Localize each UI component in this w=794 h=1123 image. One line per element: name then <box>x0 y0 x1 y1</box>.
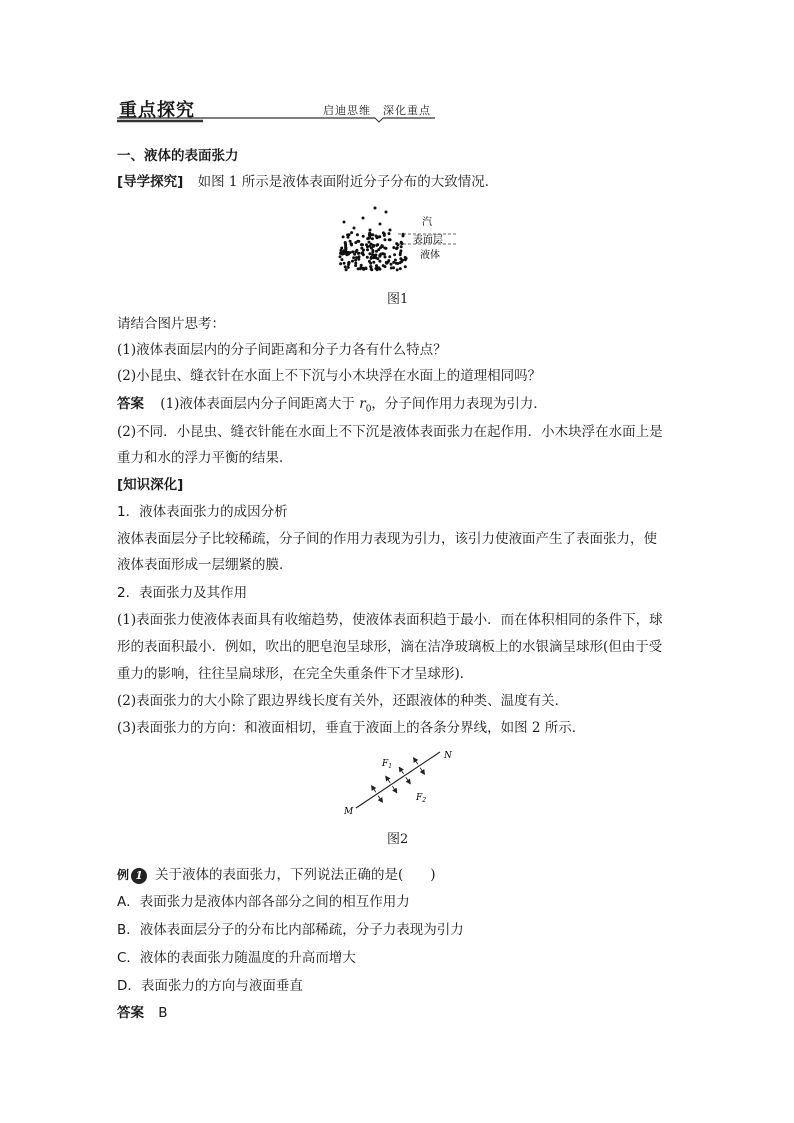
example-answer <box>117 1004 168 1022</box>
knowledge-heading-1: 1．液体表面张力的成因分析 <box>117 504 288 520</box>
molecule-dot <box>387 259 390 262</box>
answer-1-symbol: r <box>359 396 366 412</box>
molecule-dot <box>362 268 365 271</box>
molecule-dot <box>351 250 354 253</box>
molecule-dot <box>370 268 373 271</box>
guide-text: 如图 1 所示是液体表面附近分子分布的大致情况． <box>197 174 499 190</box>
molecule-dot <box>349 240 352 243</box>
molecule-dot <box>359 267 362 270</box>
option-d: D．表面张力的方向与液面垂直 <box>117 978 303 994</box>
knowledge-p2-line-3: 重力的影响，往往呈扁球形，在完全失重条件下才呈球形)． <box>117 666 474 682</box>
molecule-dot <box>372 245 375 248</box>
label-gas: 汽 <box>422 217 432 228</box>
molecule-dot <box>356 233 359 236</box>
molecule-dot <box>395 247 398 250</box>
molecule-dot <box>393 253 396 256</box>
molecule-dot <box>372 256 375 259</box>
example-label: 例 <box>117 868 130 882</box>
answer-1 <box>117 395 547 419</box>
molecule-dot <box>362 217 365 220</box>
option-b: B．液体表面层分子的分布比内部稀疏，分子力表现为引力 <box>117 922 464 938</box>
molecule-dot <box>377 266 380 269</box>
molecule-dot <box>383 238 386 241</box>
molecule-dot <box>379 246 382 249</box>
label-f2: $F_2$ <box>416 793 427 804</box>
molecule-dot <box>394 259 397 262</box>
molecule-dot <box>360 247 363 250</box>
molecule-dot <box>372 261 375 264</box>
label-n: N <box>444 751 452 761</box>
molecule-dot <box>339 262 342 265</box>
molecule-dot <box>385 247 388 250</box>
molecule-dot <box>354 262 357 265</box>
molecule-dot <box>366 248 369 251</box>
molecule-dot <box>344 265 347 268</box>
label-liquid: 液体 <box>420 250 440 261</box>
label-surface: 表面层 <box>413 235 443 246</box>
molecule-dot <box>355 249 358 252</box>
molecule-dot <box>390 267 393 270</box>
figure2-caption: 图2 <box>387 832 409 847</box>
molecule-dot <box>345 253 348 256</box>
molecule-dot <box>400 241 403 244</box>
molecule-dot <box>348 233 351 236</box>
option-a: A．表面张力是液体内部各部分之间的相互作用力 <box>117 894 410 910</box>
molecule-dot <box>368 232 371 235</box>
molecule-dots <box>339 207 408 272</box>
molecule-dot <box>347 236 350 239</box>
figure2-tension-diagram <box>340 746 460 822</box>
molecule-dot <box>368 236 371 239</box>
force-arrow <box>420 768 424 775</box>
molecule-dot <box>384 256 387 259</box>
knowledge-p2-line-2: 形的表面积最小．例如，吹出的肥皂泡呈球形，滴在洁净玻璃板上的水银滴呈球形(但由于受 <box>117 639 663 655</box>
force-arrow <box>399 767 403 774</box>
molecule-dot <box>366 256 369 259</box>
molecule-dot <box>388 232 391 235</box>
molecule-dot <box>378 260 381 263</box>
section-heading: 一、液体的表面张力 <box>117 148 239 164</box>
force-arrow <box>406 777 411 784</box>
molecule-dot <box>371 251 374 254</box>
molecule-dot <box>357 252 360 255</box>
molecule-dot <box>339 255 342 258</box>
molecule-dot <box>371 237 374 240</box>
molecule-dot <box>351 260 354 263</box>
answer-label: 答案 <box>117 396 144 412</box>
answer-1-text-post: ，分子间作用力表现为引力． <box>371 396 547 412</box>
molecule-dot <box>399 252 402 255</box>
answer-1-subscript: 0 <box>365 404 372 415</box>
molecule-dot <box>348 261 351 264</box>
molecule-dot <box>390 263 393 266</box>
molecule-dot <box>343 221 346 224</box>
molecule-dot <box>392 246 395 249</box>
molecule-dot <box>388 255 391 258</box>
molecule-dot <box>343 262 346 265</box>
molecule-dot <box>379 223 382 226</box>
molecule-dot <box>350 243 353 246</box>
molecule-dot <box>369 229 372 232</box>
molecule-dot <box>402 234 405 237</box>
molecule-dot <box>401 259 404 262</box>
guide-paragraph <box>117 173 498 191</box>
knowledge-tag: [知识深化] <box>117 477 184 493</box>
molecule-dot <box>404 265 407 268</box>
figure1-caption: 图1 <box>387 292 409 307</box>
section-header <box>117 96 435 126</box>
molecule-dot <box>396 262 399 265</box>
force-arrow <box>414 758 418 765</box>
molecule-dot <box>361 243 364 246</box>
molecule-dot <box>396 268 399 271</box>
molecule-dot <box>400 245 403 248</box>
guide-tag: [导学探究] <box>117 174 184 190</box>
molecule-dot <box>382 264 385 267</box>
figure1-molecule-diagram <box>330 200 470 276</box>
question-2: (2)小昆虫、缝衣针在水面上不下沉与小木块浮在水面上的道理相同吗？ <box>117 368 542 384</box>
header-title: 重点探究 <box>119 100 195 121</box>
molecule-dot <box>369 265 372 268</box>
knowledge-p2-line-1: (1)表面张力使液体表面具有收缩趋势，使液体表面积趋于最小．而在体积相同的条件下，球 <box>117 612 663 628</box>
molecule-dot <box>354 259 357 262</box>
molecule-dot <box>339 249 342 252</box>
force-arrow <box>386 776 391 783</box>
molecule-dot <box>389 229 392 232</box>
knowledge-p3: (2)表面张力的大小除了跟边界线长度有关外，还跟液体的种类、温度有关． <box>117 693 569 709</box>
molecule-dot <box>388 238 391 241</box>
molecule-dot <box>356 240 359 243</box>
molecule-dot <box>399 267 402 270</box>
example-question-text: 关于液体的表面张力，下列说法正确的是( ) <box>155 867 436 883</box>
molecule-dot <box>385 211 388 214</box>
knowledge-p1-line-2: 液体表面形成一层绷紧的膜． <box>117 557 293 573</box>
molecule-dot <box>404 258 407 261</box>
example-question <box>117 866 436 884</box>
molecule-dot <box>342 249 345 252</box>
molecule-dot <box>361 251 364 254</box>
label-f1: $F_1$ <box>382 759 393 770</box>
molecule-dot <box>375 235 378 238</box>
molecule-dot <box>355 256 358 259</box>
molecule-dot <box>362 235 365 238</box>
molecule-dot <box>385 261 388 264</box>
molecule-dot <box>353 227 356 230</box>
molecule-dot <box>350 231 353 234</box>
header-subtitle: 启迪思维 深化重点 <box>323 104 431 117</box>
label-m: M <box>344 807 354 817</box>
molecule-dot <box>368 260 371 263</box>
question-intro: 请结合图片思考： <box>117 316 225 332</box>
knowledge-heading-2: 2．表面张力及其作用 <box>117 585 248 601</box>
molecule-dot <box>341 258 344 261</box>
molecule-dot <box>378 235 381 238</box>
knowledge-p4: (3)表面张力的方向：和液面相切，垂直于液面上的各条分界线，如图 2 所示． <box>117 720 586 736</box>
example-number-badge: 1 <box>131 868 147 884</box>
answer-2-line-2: 重力和水的浮力平衡的结果． <box>117 450 293 466</box>
molecule-dot <box>375 244 378 247</box>
molecule-dot <box>352 256 355 259</box>
force-arrow <box>378 796 382 803</box>
molecule-dot <box>383 234 386 237</box>
question-1: (1)液体表面层内的分子间距离和分子力各有什么特点？ <box>117 342 447 358</box>
answer-2-line-1: (2)不同．小昆虫、缝衣针能在水面上不下沉是液体表面张力在起作用．小木块浮在水面上是 <box>117 424 663 440</box>
knowledge-p1-line-1: 液体表面层分子比较稀疏，分子间的作用力表现为引力，该引力使液面产生了表面张力，使 <box>117 531 657 547</box>
molecule-dot <box>360 264 363 267</box>
molecule-dot <box>374 207 377 210</box>
force-arrow <box>392 786 396 793</box>
molecule-dot <box>381 252 384 255</box>
molecule-dot <box>374 267 377 270</box>
example-answer-value: B <box>158 1005 168 1021</box>
molecule-dot <box>370 256 373 259</box>
example-answer-label: 答案 <box>117 1005 144 1021</box>
molecule-dot <box>344 246 347 249</box>
molecule-dot <box>365 243 368 246</box>
molecule-dot <box>370 243 373 246</box>
force-arrow <box>372 786 376 793</box>
molecule-dot <box>347 266 350 269</box>
molecule-dot <box>368 252 371 255</box>
molecule-dot <box>345 268 348 271</box>
option-c: C．液体的表面张力随温度的升高而增大 <box>117 950 356 966</box>
molecule-dot <box>342 235 345 238</box>
answer-1-text-pre: (1)液体表面层内分子间距离大于 <box>160 396 360 412</box>
boundary-line-mn <box>356 752 440 808</box>
